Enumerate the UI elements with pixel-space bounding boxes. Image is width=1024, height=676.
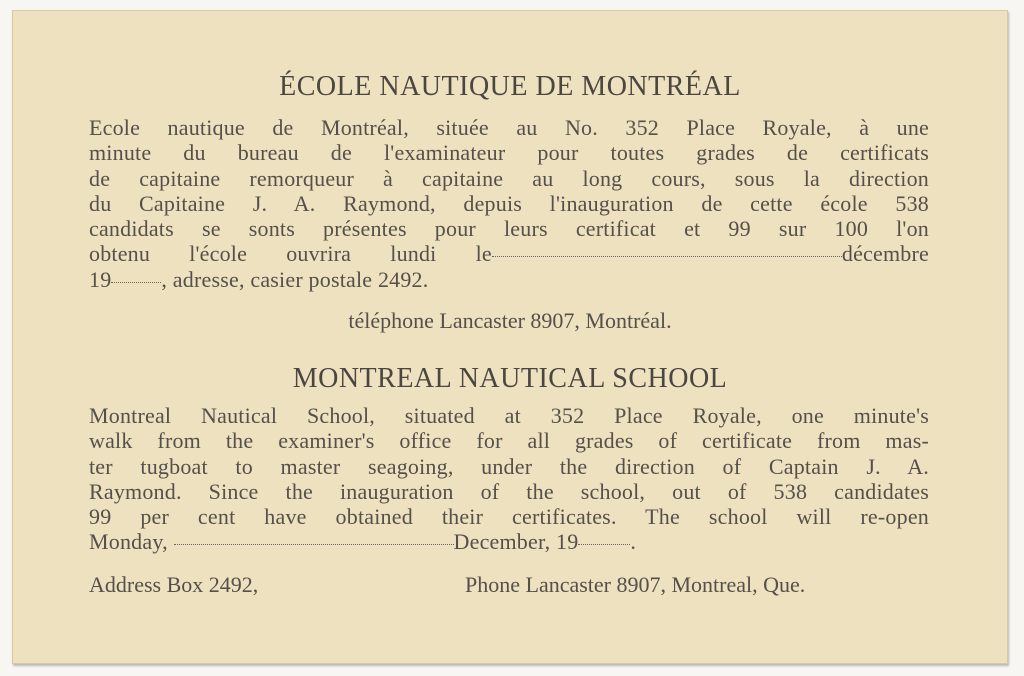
french-line: de capitaine remorqueur à capitaine au long cours, sous la direction [89,165,929,191]
blank-year-field [111,282,161,283]
french-line: candidats se sonts présentes pour leurs certificat et 99 sur 100 l'on [89,216,929,242]
english-title: MONTREAL NAUTICAL SCHOOL [292,363,728,394]
english-line: Raymond. Since the inauguration of the school, out of 538 candidates [89,478,929,504]
english-period: . [630,529,637,555]
french-line: du Capitaine J. A. Raymond, depuis l'inauguration de cette école 538 [89,190,929,216]
blank-year-field [578,544,630,545]
english-phone: Phone Lancaster 8907, Montreal, Que. [465,572,806,597]
english-address: Address Box 2492, [89,572,259,597]
english-paragraph [89,403,929,555]
french-line: minute du bureau de l'examinateur pour toutes grades de certificats [89,140,929,166]
english-line-date [89,529,929,554]
english-month-year: December, 19 [453,529,579,555]
french-year-prefix: 19 [89,266,112,292]
english-line: 99 per cent have obtained their certificates. The school will re-open [89,504,929,530]
french-line-address [89,267,929,292]
blank-date-field [174,544,454,545]
english-day: Monday, [89,529,168,555]
english-line: ter tugboat to master seagoing, under the direction of Captain J. A. [89,453,929,479]
french-paragraph [89,115,929,292]
school-card [12,10,1008,664]
french-line-date [89,241,929,266]
french-phone: téléphone Lancaster 8907, Montréal. [348,308,672,333]
french-line-date-start: obtenu l'école ouvrira lundi le [89,241,492,267]
blank-date-field [492,256,842,257]
french-title: ÉCOLE NAUTIQUE DE MONTRÉAL [279,71,741,102]
french-line: Ecole nautique de Montréal, située au No. 352 Place Royale, à une [89,115,929,140]
english-line: walk from the examiner's office for all grades of certificate from mas- [89,428,929,454]
french-month: décembre [841,241,929,267]
english-line: Montreal Nautical School, situated at 352 Place Royale, one minute's [89,403,929,428]
french-address: , adresse, casier postale 2492. [161,266,429,292]
